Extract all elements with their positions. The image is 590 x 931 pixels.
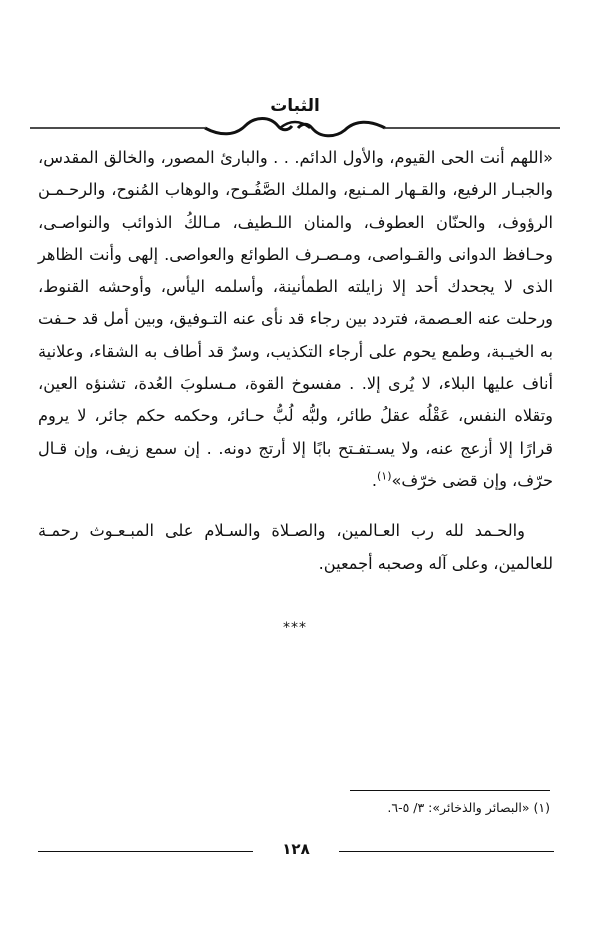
- header-ornament: [30, 114, 560, 138]
- footnote-reference: (١): [377, 469, 392, 483]
- page-number: ١٢٨: [282, 840, 310, 858]
- prayer-paragraph: [38, 142, 553, 497]
- prayer-text: «اللهم أنت الحى القيوم، والأول الدائم. . . والبارئ المصور، والخالق المقدس، والجبـار الرفيع، والقـهار المـنيع، والملك الصَّفُـوح، والوهاب المُنوح، والرحـمـن الرؤوف، والحنّان العطوف، والمنان اللـطيف، مـالكُ الذوائب والنواصـى، وحـافظ الدوانى والقـواصى، ومـصـرف الطوائع والعواصى. إلهى وأنت الظاهر الذى لا يجحدك أحد إلا زايلته الطمأنينة، وأسلمه اليأس، وأوحشه القنوط، ورحلت عنه العـصمة، فتردد بين رجاء قد نأى عنه التـوفيق، وبين أمل قد حـفت به الخيـبة، وطمع يحوم على أرجاء التكذيب، وسرٌ قد أطاف به الشقاء، وعلانية أناف عليها البلاء، لا يُرى إلا. . مفسوخ القوة، مـسلوبَ العُدة، تشنؤه العين، وتقلاه النفس، عَقْلُه عقلُ طائر، ولبُّه لُبُّ حـائر، وحكمه حكم جائر، لا يروم قرارًا إلا أزعج عنه، ولا يسـتفـتح بابًا إلا أرتج دونه. . إن سمع زيف، وإن قـال حرّف، وإن قضى خرّف»: [38, 148, 553, 490]
- main-text: [38, 142, 553, 580]
- section-separator: ***: [283, 620, 307, 636]
- folio-rule-left: [38, 851, 253, 852]
- closing-paragraph: والحـمد لله رب العـالمين، والصـلاة والسـلام على المبـعـوث رحمـة للعالمين، وعلى آله وصحبه أجمعين.: [38, 521, 553, 573]
- folio-rule-right: [339, 851, 554, 852]
- running-title: الثبات: [270, 96, 320, 116]
- folio-bar: [38, 840, 554, 864]
- prayer-end-mark: .: [371, 470, 377, 490]
- footnote-rule: [350, 790, 550, 791]
- footnote: (١) «البصائر والذخائر»: ٣/ ٥-٦.: [387, 800, 550, 815]
